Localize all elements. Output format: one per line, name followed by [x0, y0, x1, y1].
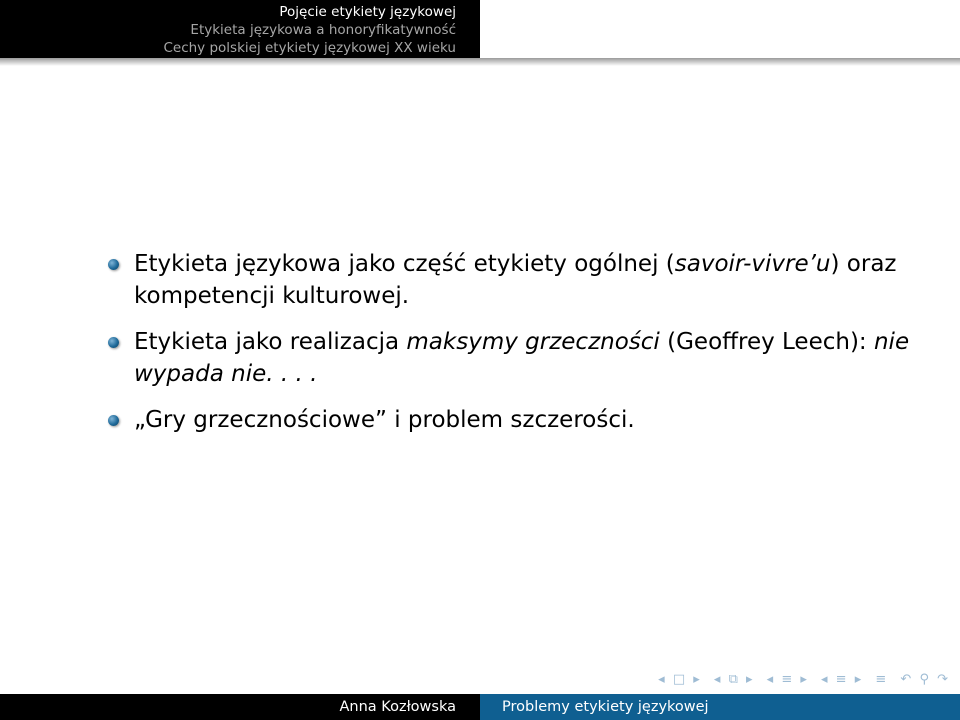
item-text: (Geoffrey Leech):	[659, 329, 874, 355]
footer-author: Anna Kozłowska	[0, 694, 480, 720]
section-navigation	[0, 0, 480, 58]
item-text: Etykieta jako realizacja	[134, 329, 407, 355]
item-italic: nie wypada nie. . . .	[134, 329, 910, 387]
item-text: Etykieta językowa jako część etykiety ogólnej (	[134, 251, 675, 277]
list-item	[108, 248, 928, 312]
bullet-icon	[108, 337, 119, 348]
footer	[0, 694, 960, 720]
subsection-nav-icon[interactable]: ◂ ⧉ ▸	[713, 672, 755, 687]
beamer-navigation	[652, 672, 950, 687]
list-item	[108, 404, 928, 436]
document-nav-icon[interactable]: ◂ ≡ ▸	[821, 672, 864, 687]
section-link-3[interactable]: Cechy polskiej etykiety językowej XX wieku	[163, 40, 456, 56]
back-search-forward-icon[interactable]: ↶ ⚲ ↷	[900, 672, 950, 687]
bullet-icon	[108, 259, 119, 270]
item-text: „Gry grzecznościowe” i problem szczerości.	[134, 407, 635, 433]
section-link-1[interactable]: Pojęcie etykiety językowej	[279, 4, 456, 20]
bullet-icon	[108, 415, 119, 426]
item-italic: maksymy grzeczności	[406, 329, 660, 355]
header-shadow	[0, 58, 960, 66]
slide-content	[108, 248, 928, 450]
item-text: ) oraz kompetencji kulturowej.	[134, 251, 897, 309]
frame-nav-icon[interactable]: ◂ □ ▸	[658, 672, 702, 687]
list-item	[108, 326, 928, 390]
section-nav-icon[interactable]: ◂ ≡ ▸	[766, 672, 809, 687]
toc-icon[interactable]: ≡	[875, 672, 889, 687]
section-link-2[interactable]: Etykieta językowa a honoryfikatywność	[190, 22, 456, 38]
item-italic: savoir-vivre’u	[674, 251, 831, 277]
footer-title: Problemy etykiety językowej	[480, 694, 960, 720]
